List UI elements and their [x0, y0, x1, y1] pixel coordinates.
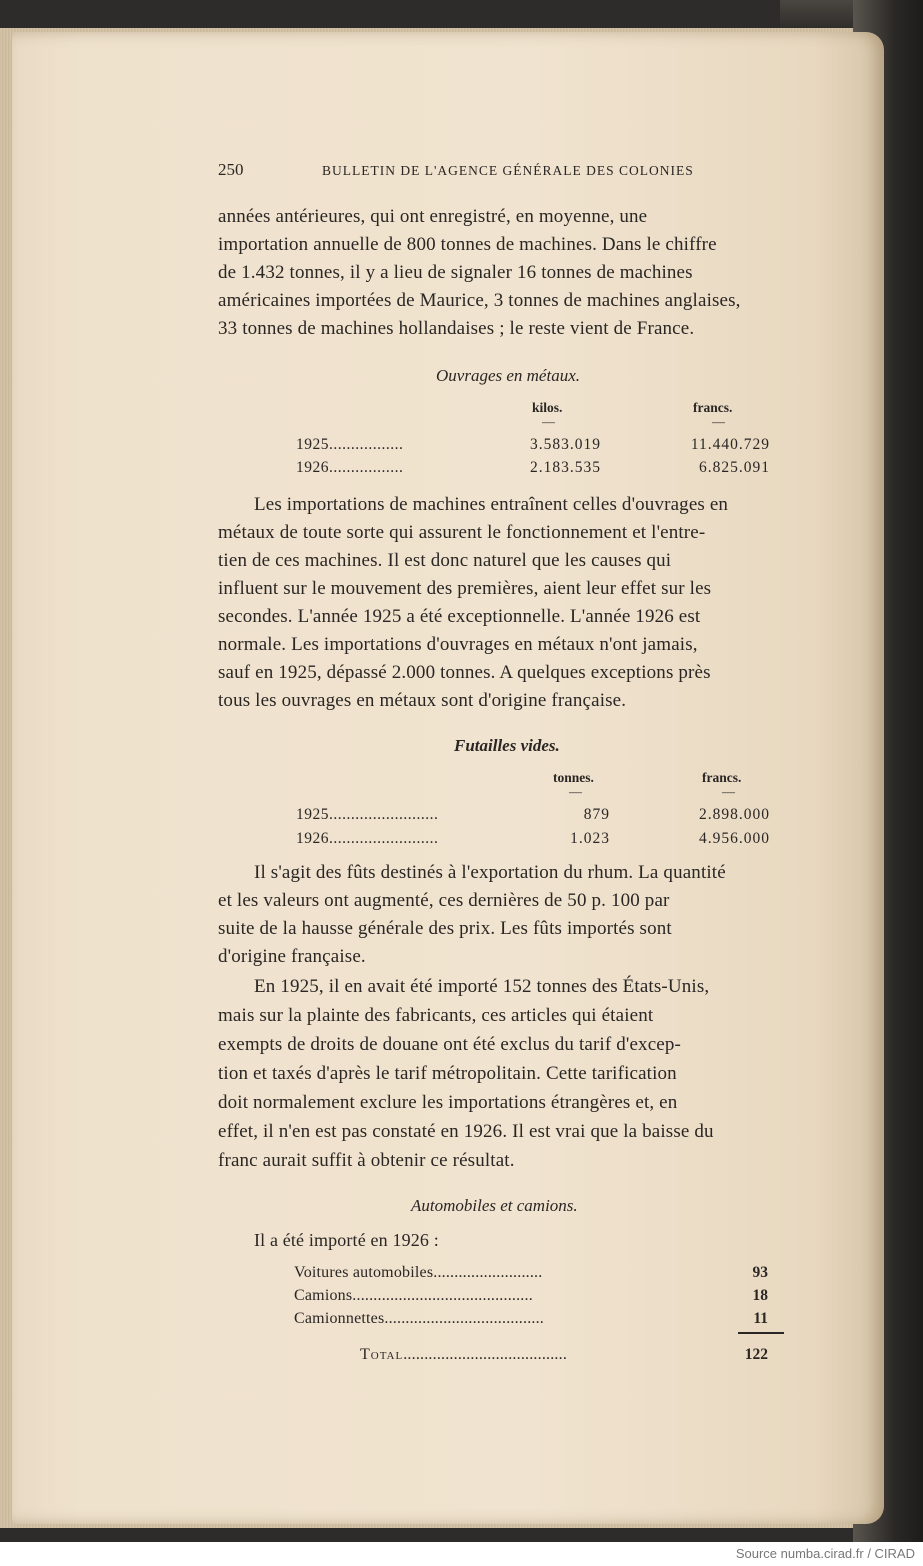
row-value: 4.956.000 — [699, 830, 770, 847]
row-label: Voitures automobiles.......................... — [294, 1264, 543, 1281]
text-line: doit normalement exclure les importations étrangères et, en — [218, 1092, 678, 1113]
row-value: 11 — [753, 1310, 768, 1327]
section-title: Ouvrages en métaux. — [436, 366, 580, 385]
text-line: années antérieures, qui ont enregistré, en moyenne, une — [218, 206, 648, 227]
text-line: influent sur le mouvement des premières, aient leur effet sur les — [218, 578, 712, 599]
text-line: 33 tonnes de machines hollandaises ; le reste vient de France. — [218, 318, 695, 339]
text-line: exempts de droits de douane ont été exclus du tarif d'excep- — [218, 1034, 681, 1055]
text-line: franc aurait suffit à obtenir ce résultat. — [218, 1150, 515, 1171]
column-header-tonnes: tonnes. — [553, 770, 594, 785]
row-value: 3.583.019 — [530, 436, 601, 453]
column-dash: — — [722, 784, 735, 799]
section-title: Futailles vides. — [454, 736, 560, 755]
text-line: Les importations de machines entraînent celles d'ouvrages en — [254, 494, 729, 515]
text-line: secondes. L'année 1925 a été exceptionnelle. L'année 1926 est — [218, 606, 701, 627]
row-value: 18 — [752, 1287, 768, 1304]
text-line: normale. Les importations d'ouvrages en métaux n'ont jamais, — [218, 634, 698, 655]
text-line: importation annuelle de 800 tonnes de machines. Dans le chiffre — [218, 234, 717, 255]
table-intro: Il a été importé en 1926 : — [254, 1230, 439, 1250]
sum-rule — [738, 1332, 784, 1334]
section-title: Automobiles et camions. — [411, 1196, 578, 1215]
column-header-francs: francs. — [693, 400, 733, 415]
column-dash: — — [569, 784, 582, 799]
row-label: 1926................. — [296, 459, 404, 476]
column-dash: — — [542, 414, 555, 429]
text-line: tous les ouvrages en métaux sont d'origine française. — [218, 690, 627, 711]
text-line: et les valeurs ont augmenté, ces dernières de 50 p. 100 par — [218, 890, 670, 911]
row-label: 1926......................... — [296, 830, 439, 847]
text-line: effet, il n'en est pas constaté en 1926. Il est vrai que la baisse du — [218, 1121, 714, 1142]
running-head: BULLETIN DE L'AGENCE GÉNÉRALE DES COLONIES — [322, 163, 694, 178]
total-label: Total....................................... — [360, 1346, 568, 1363]
total-value: 122 — [744, 1346, 768, 1363]
row-value: 93 — [752, 1264, 768, 1281]
text-line: d'origine française. — [218, 946, 366, 967]
text-line: sauf en 1925, dépassé 2.000 tonnes. A quelques exceptions près — [218, 662, 711, 683]
text-line: tion et taxés d'après le tarif métropolitain. Cette tarification — [218, 1063, 677, 1084]
text-line: mais sur la plainte des fabricants, ces articles qui étaient — [218, 1005, 654, 1026]
row-value: 879 — [583, 806, 610, 823]
text-line: Il s'agit des fûts destinés à l'exportation du rhum. La quantité — [254, 862, 726, 883]
text-line: tien de ces machines. Il est donc naturel que les causes qui — [218, 550, 672, 571]
row-value: 2.183.535 — [530, 459, 601, 476]
page-number: 250 — [218, 160, 244, 179]
text-line: de 1.432 tonnes, il y a lieu de signaler 16 tonnes de machines — [218, 262, 693, 283]
text-line: américaines importées de Maurice, 3 tonnes de machines anglaises, — [218, 290, 741, 311]
column-header-francs: francs. — [702, 770, 742, 785]
row-value: 2.898.000 — [699, 806, 770, 823]
text-line: métaux de toute sorte qui assurent le fonctionnement et l'entre- — [218, 522, 706, 543]
row-value: 1.023 — [570, 830, 610, 847]
column-header-kilos: kilos. — [532, 400, 563, 415]
column-dash: — — [712, 414, 725, 429]
row-value: 11.440.729 — [690, 436, 770, 453]
row-label: Camions........................................... — [294, 1287, 533, 1304]
row-label: 1925................. — [296, 436, 404, 453]
row-value: 6.825.091 — [699, 459, 770, 476]
text-line: En 1925, il en avait été importé 152 tonnes des États-Unis, — [254, 976, 710, 997]
row-label: Camionnettes...................................... — [294, 1310, 544, 1327]
text-line: suite de la hausse générale des prix. Les fûts importés sont — [218, 918, 672, 939]
row-label: 1925......................... — [296, 806, 439, 823]
source-credit: Source numba.cirad.fr / CIRAD — [735, 1546, 915, 1561]
